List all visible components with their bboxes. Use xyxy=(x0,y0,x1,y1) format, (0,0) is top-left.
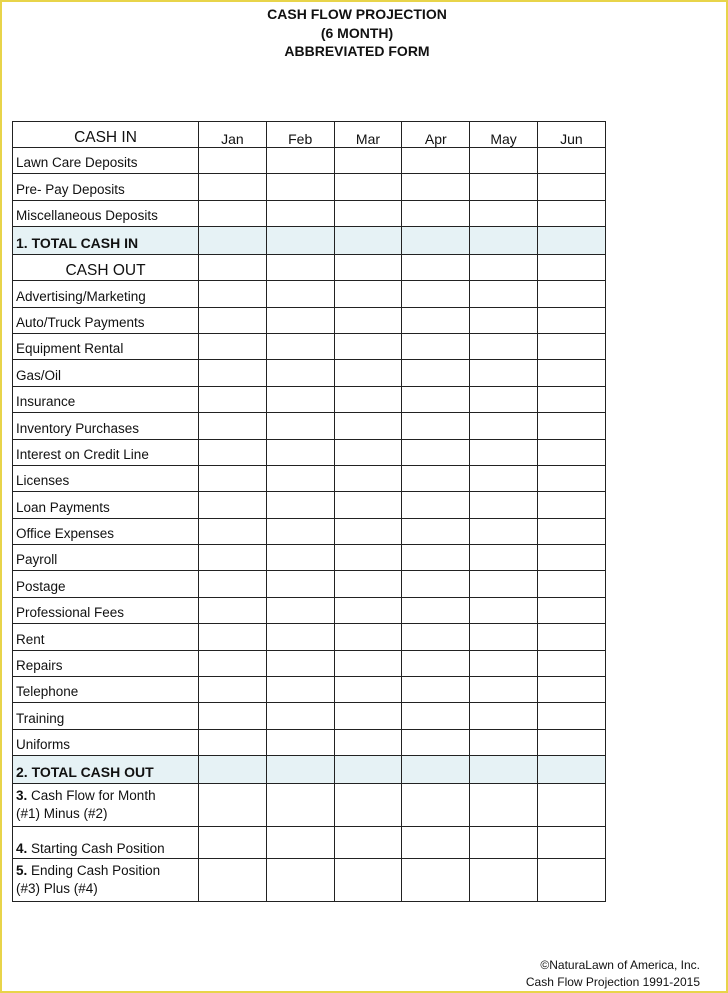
table-row xyxy=(13,281,606,307)
entry-cell[interactable] xyxy=(470,729,538,755)
entry-cell[interactable] xyxy=(199,281,267,307)
row-label: Postage xyxy=(13,571,199,597)
cash-in-header-row xyxy=(13,122,606,148)
entry-cell[interactable] xyxy=(334,333,402,359)
entry-cell[interactable] xyxy=(402,200,470,226)
entry-cell[interactable] xyxy=(402,756,470,784)
entry-cell[interactable] xyxy=(266,545,334,571)
entry-cell[interactable] xyxy=(402,703,470,729)
entry-cell[interactable] xyxy=(266,784,334,827)
row-label: Office Expenses xyxy=(13,518,199,544)
entry-cell[interactable] xyxy=(402,729,470,755)
table-row xyxy=(13,571,606,597)
entry-cell[interactable] xyxy=(470,255,538,281)
ending-cash-label xyxy=(13,859,199,902)
entry-cell[interactable] xyxy=(199,784,267,827)
entry-cell[interactable] xyxy=(266,465,334,491)
entry-cell[interactable] xyxy=(199,148,267,174)
row-number: 5. xyxy=(16,863,28,879)
entry-cell[interactable] xyxy=(334,174,402,200)
entry-cell[interactable] xyxy=(266,756,334,784)
table-row xyxy=(13,624,606,650)
starting-cash-label xyxy=(13,827,199,859)
entry-cell[interactable] xyxy=(470,597,538,623)
entry-cell[interactable] xyxy=(402,859,470,902)
entry-cell[interactable] xyxy=(402,333,470,359)
row-label: Payroll xyxy=(13,545,199,571)
copyright-text: ©NaturaLawn of America, Inc. xyxy=(540,958,700,972)
row-label: Training xyxy=(13,703,199,729)
table-row xyxy=(13,492,606,518)
footer xyxy=(526,957,700,991)
entry-cell[interactable] xyxy=(470,200,538,226)
entry-cell[interactable] xyxy=(199,756,267,784)
cash-out-header: CASH OUT xyxy=(13,255,199,281)
entry-cell[interactable] xyxy=(470,148,538,174)
entry-cell[interactable] xyxy=(266,439,334,465)
entry-cell[interactable] xyxy=(537,333,605,359)
entry-cell[interactable] xyxy=(470,703,538,729)
entry-cell[interactable] xyxy=(402,281,470,307)
entry-cell[interactable] xyxy=(266,703,334,729)
entry-cell[interactable] xyxy=(470,439,538,465)
table-row xyxy=(13,386,606,412)
total-cash-in-label: 1. TOTAL CASH IN xyxy=(13,227,199,255)
row-label: Pre- Pay Deposits xyxy=(13,174,199,200)
entry-cell[interactable] xyxy=(334,756,402,784)
entry-cell[interactable] xyxy=(402,227,470,255)
row-label: Advertising/Marketing xyxy=(13,281,199,307)
entry-cell[interactable] xyxy=(402,827,470,859)
entry-cell[interactable] xyxy=(266,333,334,359)
entry-cell[interactable] xyxy=(470,386,538,412)
entry-cell[interactable] xyxy=(537,650,605,676)
entry-cell[interactable] xyxy=(537,624,605,650)
entry-cell[interactable] xyxy=(537,281,605,307)
entry-cell[interactable] xyxy=(402,307,470,333)
table-row xyxy=(13,360,606,386)
row-label: Miscellaneous Deposits xyxy=(13,200,199,226)
entry-cell[interactable] xyxy=(402,386,470,412)
entry-cell[interactable] xyxy=(537,677,605,703)
entry-cell[interactable] xyxy=(266,827,334,859)
entry-cell[interactable] xyxy=(402,174,470,200)
entry-cell[interactable] xyxy=(537,465,605,491)
entry-cell[interactable] xyxy=(199,859,267,902)
ending-cash-row xyxy=(13,859,606,902)
entry-cell[interactable] xyxy=(402,413,470,439)
entry-cell[interactable] xyxy=(402,255,470,281)
entry-cell[interactable] xyxy=(334,413,402,439)
entry-cell[interactable] xyxy=(402,518,470,544)
entry-cell[interactable] xyxy=(537,597,605,623)
entry-cell[interactable] xyxy=(334,492,402,518)
entry-cell[interactable] xyxy=(199,439,267,465)
entry-cell[interactable] xyxy=(402,148,470,174)
row-label: Rent xyxy=(13,624,199,650)
title-line-1: CASH FLOW PROJECTION xyxy=(267,6,447,22)
entry-cell[interactable] xyxy=(266,413,334,439)
entry-cell[interactable] xyxy=(537,174,605,200)
entry-cell[interactable] xyxy=(266,255,334,281)
entry-cell[interactable] xyxy=(334,859,402,902)
entry-cell[interactable] xyxy=(199,386,267,412)
row-label: Auto/Truck Payments xyxy=(13,307,199,333)
table-row xyxy=(13,597,606,623)
entry-cell[interactable] xyxy=(470,333,538,359)
title-line-3: ABBREVIATED FORM xyxy=(284,43,430,59)
entry-cell[interactable] xyxy=(266,571,334,597)
row-label: Loan Payments xyxy=(13,492,199,518)
month-header: Mar xyxy=(334,122,402,148)
row-label: Insurance xyxy=(13,386,199,412)
entry-cell[interactable] xyxy=(402,492,470,518)
entry-cell[interactable] xyxy=(199,492,267,518)
entry-cell[interactable] xyxy=(199,200,267,226)
entry-cell[interactable] xyxy=(334,386,402,412)
entry-cell[interactable] xyxy=(199,307,267,333)
form-name-text: Cash Flow Projection 1991-2015 xyxy=(525,975,700,989)
entry-cell[interactable] xyxy=(334,545,402,571)
cash-flow-row xyxy=(13,784,606,827)
entry-cell[interactable] xyxy=(537,703,605,729)
entry-cell[interactable] xyxy=(470,859,538,902)
entry-cell[interactable] xyxy=(402,597,470,623)
entry-cell[interactable] xyxy=(537,413,605,439)
row-label: Interest on Credit Line xyxy=(13,439,199,465)
cash-flow-label xyxy=(13,784,199,827)
cash-flow-formula: (#1) Minus (#2) xyxy=(16,806,108,822)
table-row xyxy=(13,333,606,359)
table-row xyxy=(13,148,606,174)
entry-cell[interactable] xyxy=(334,597,402,623)
cash-in-header: CASH IN xyxy=(13,122,199,148)
month-header: May xyxy=(470,122,538,148)
entry-cell[interactable] xyxy=(199,703,267,729)
entry-cell[interactable] xyxy=(266,492,334,518)
cash-out-header-row xyxy=(13,255,606,281)
entry-cell[interactable] xyxy=(334,227,402,255)
table-row xyxy=(13,174,606,200)
entry-cell[interactable] xyxy=(266,386,334,412)
entry-cell[interactable] xyxy=(402,465,470,491)
table-row xyxy=(13,650,606,676)
entry-cell[interactable] xyxy=(402,624,470,650)
cash-flow-table xyxy=(12,121,606,902)
entry-cell[interactable] xyxy=(334,307,402,333)
entry-cell[interactable] xyxy=(199,333,267,359)
entry-cell[interactable] xyxy=(334,827,402,859)
entry-cell[interactable] xyxy=(266,650,334,676)
row-label: Uniforms xyxy=(13,729,199,755)
row-label: Repairs xyxy=(13,650,199,676)
entry-cell[interactable] xyxy=(402,650,470,676)
total-cash-in-row xyxy=(13,227,606,255)
entry-cell[interactable] xyxy=(537,859,605,902)
entry-cell[interactable] xyxy=(537,386,605,412)
entry-cell[interactable] xyxy=(470,518,538,544)
entry-cell[interactable] xyxy=(470,413,538,439)
entry-cell[interactable] xyxy=(199,827,267,859)
entry-cell[interactable] xyxy=(537,148,605,174)
row-label: Gas/Oil xyxy=(13,360,199,386)
entry-cell[interactable] xyxy=(537,360,605,386)
row-label: Lawn Care Deposits xyxy=(13,148,199,174)
month-header: Jan xyxy=(199,122,267,148)
entry-cell[interactable] xyxy=(266,307,334,333)
entry-cell[interactable] xyxy=(199,677,267,703)
row-number: 4. xyxy=(16,841,28,857)
entry-cell[interactable] xyxy=(199,545,267,571)
title-line-2: (6 MONTH) xyxy=(320,24,394,41)
entry-cell[interactable] xyxy=(470,677,538,703)
table-row xyxy=(13,518,606,544)
entry-cell[interactable] xyxy=(334,465,402,491)
entry-cell[interactable] xyxy=(334,439,402,465)
row-label: Licenses xyxy=(13,465,199,491)
entry-cell[interactable] xyxy=(334,360,402,386)
entry-cell[interactable] xyxy=(537,492,605,518)
entry-cell[interactable] xyxy=(334,200,402,226)
entry-cell[interactable] xyxy=(537,827,605,859)
entry-cell[interactable] xyxy=(199,518,267,544)
entry-cell[interactable] xyxy=(470,624,538,650)
form-title xyxy=(0,5,714,61)
entry-cell[interactable] xyxy=(334,784,402,827)
entry-cell[interactable] xyxy=(334,281,402,307)
entry-cell[interactable] xyxy=(470,650,538,676)
entry-cell[interactable] xyxy=(334,255,402,281)
table-row xyxy=(13,307,606,333)
entry-cell[interactable] xyxy=(266,200,334,226)
ending-cash-formula: (#3) Plus (#4) xyxy=(16,881,98,897)
entry-cell[interactable] xyxy=(470,827,538,859)
entry-cell[interactable] xyxy=(537,200,605,226)
entry-cell[interactable] xyxy=(470,227,538,255)
entry-cell[interactable] xyxy=(334,703,402,729)
entry-cell[interactable] xyxy=(266,227,334,255)
entry-cell[interactable] xyxy=(199,360,267,386)
entry-cell[interactable] xyxy=(266,729,334,755)
cash-flow-text: Cash Flow for Month xyxy=(31,788,156,804)
entry-cell[interactable] xyxy=(402,571,470,597)
total-cash-out-label: 2. TOTAL CASH OUT xyxy=(13,756,199,784)
entry-cell[interactable] xyxy=(537,307,605,333)
entry-cell[interactable] xyxy=(470,281,538,307)
row-label: Equipment Rental xyxy=(13,333,199,359)
entry-cell[interactable] xyxy=(470,545,538,571)
entry-cell[interactable] xyxy=(334,571,402,597)
entry-cell[interactable] xyxy=(334,148,402,174)
entry-cell[interactable] xyxy=(334,518,402,544)
entry-cell[interactable] xyxy=(537,729,605,755)
total-cash-out-row xyxy=(13,756,606,784)
entry-cell[interactable] xyxy=(402,784,470,827)
entry-cell[interactable] xyxy=(199,729,267,755)
entry-cell[interactable] xyxy=(402,360,470,386)
entry-cell[interactable] xyxy=(266,281,334,307)
row-label: Professional Fees xyxy=(13,597,199,623)
entry-cell[interactable] xyxy=(537,227,605,255)
entry-cell[interactable] xyxy=(334,677,402,703)
entry-cell[interactable] xyxy=(334,729,402,755)
entry-cell[interactable] xyxy=(199,597,267,623)
table-row xyxy=(13,439,606,465)
starting-cash-row xyxy=(13,827,606,859)
ending-cash-text: Ending Cash Position xyxy=(31,863,161,879)
entry-cell[interactable] xyxy=(537,439,605,465)
entry-cell[interactable] xyxy=(537,518,605,544)
month-header: Jun xyxy=(537,122,605,148)
entry-cell[interactable] xyxy=(199,571,267,597)
row-label: Inventory Purchases xyxy=(13,413,199,439)
month-header: Apr xyxy=(402,122,470,148)
entry-cell[interactable] xyxy=(470,307,538,333)
entry-cell[interactable] xyxy=(470,784,538,827)
entry-cell[interactable] xyxy=(266,859,334,902)
entry-cell[interactable] xyxy=(266,518,334,544)
entry-cell[interactable] xyxy=(537,545,605,571)
entry-cell[interactable] xyxy=(199,465,267,491)
entry-cell[interactable] xyxy=(199,174,267,200)
entry-cell[interactable] xyxy=(266,148,334,174)
entry-cell[interactable] xyxy=(199,413,267,439)
entry-cell[interactable] xyxy=(266,360,334,386)
entry-cell[interactable] xyxy=(199,255,267,281)
table-row xyxy=(13,729,606,755)
month-header: Feb xyxy=(266,122,334,148)
entry-cell[interactable] xyxy=(470,174,538,200)
entry-cell[interactable] xyxy=(266,597,334,623)
entry-cell[interactable] xyxy=(537,255,605,281)
table-row xyxy=(13,545,606,571)
entry-cell[interactable] xyxy=(199,650,267,676)
table-row xyxy=(13,703,606,729)
starting-cash-text: Starting Cash Position xyxy=(31,841,165,857)
entry-cell[interactable] xyxy=(537,756,605,784)
entry-cell[interactable] xyxy=(537,784,605,827)
row-number: 3. xyxy=(16,788,28,804)
entry-cell[interactable] xyxy=(470,756,538,784)
entry-cell[interactable] xyxy=(470,492,538,518)
entry-cell[interactable] xyxy=(334,650,402,676)
entry-cell[interactable] xyxy=(199,624,267,650)
entry-cell[interactable] xyxy=(470,571,538,597)
entry-cell[interactable] xyxy=(470,360,538,386)
entry-cell[interactable] xyxy=(334,624,402,650)
entry-cell[interactable] xyxy=(402,545,470,571)
entry-cell[interactable] xyxy=(266,174,334,200)
table-row xyxy=(13,677,606,703)
entry-cell[interactable] xyxy=(199,227,267,255)
entry-cell[interactable] xyxy=(537,571,605,597)
entry-cell[interactable] xyxy=(266,624,334,650)
row-label: Telephone xyxy=(13,677,199,703)
table-row xyxy=(13,200,606,226)
entry-cell[interactable] xyxy=(266,677,334,703)
entry-cell[interactable] xyxy=(402,677,470,703)
table-row xyxy=(13,413,606,439)
entry-cell[interactable] xyxy=(402,439,470,465)
table-row xyxy=(13,465,606,491)
entry-cell[interactable] xyxy=(470,465,538,491)
